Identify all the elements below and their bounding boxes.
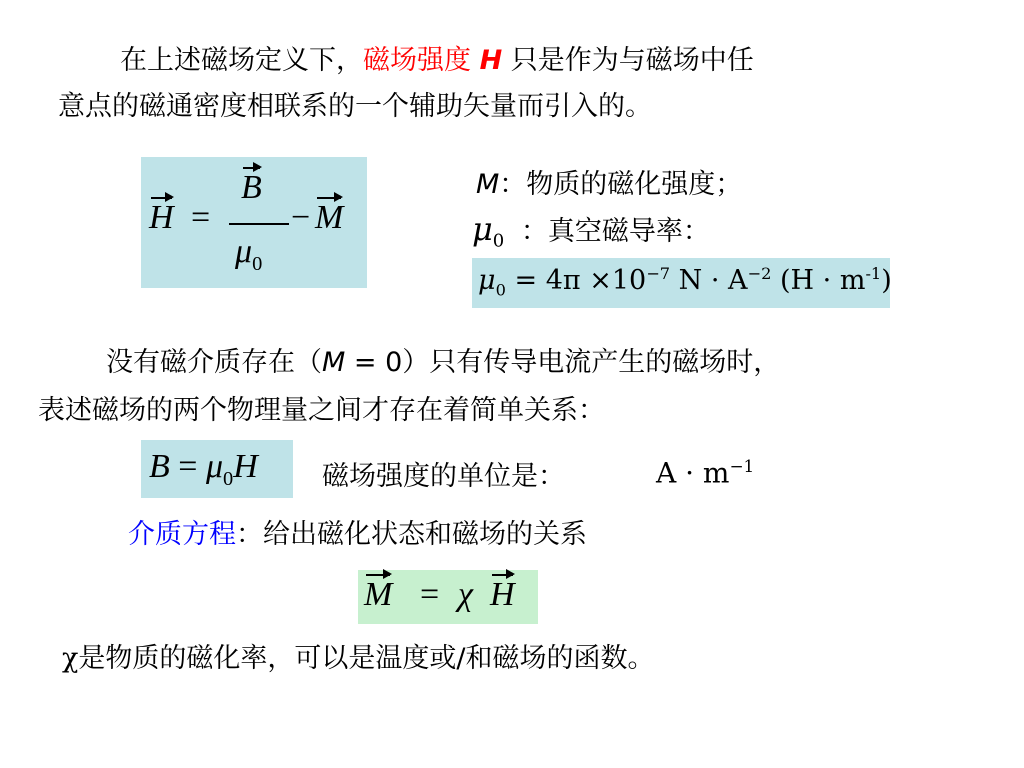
- eq-h-numerator: B: [241, 169, 262, 206]
- para2-line1-b: = 0）只有传导电流产生的磁场时，: [345, 347, 781, 378]
- def-m: [476, 166, 742, 204]
- eq-h-rhs: M: [315, 199, 344, 236]
- mu0-value-box: [472, 258, 890, 308]
- constitutive-line: [128, 516, 587, 554]
- para2-line1-a: 没有磁介质存在（: [106, 347, 322, 378]
- eq-h-minus: −: [291, 199, 311, 236]
- para1-before: 在上述磁场定义下，: [120, 45, 363, 76]
- eq-h-denominator: $\mu_0$: [235, 233, 263, 275]
- def-mu-sub: 0: [492, 230, 505, 252]
- para1-symbol-h: H: [479, 45, 503, 76]
- para1-line2: 意点的磁通密度相联系的一个辅助矢量而引入的。: [58, 91, 652, 122]
- eq-m-equals: =: [420, 576, 440, 613]
- para3-chi: χ: [62, 643, 79, 674]
- eq-h-lhs: H: [149, 199, 174, 236]
- para1-after: 只是作为与磁场中任: [510, 45, 754, 76]
- def-mu-symbol: μ: [472, 210, 493, 248]
- para3: [62, 640, 654, 678]
- def-m-symbol: M: [476, 169, 500, 200]
- para2-m-symbol: M: [322, 347, 346, 378]
- para1-line1: [120, 42, 754, 80]
- para2-line1: [106, 344, 780, 382]
- constitutive-text: ：给出磁化状态和磁场的关系: [236, 519, 587, 550]
- equation-h-box: [141, 157, 367, 288]
- equation-b-box: [141, 440, 293, 498]
- mu0-value: $\mu_0 = 4\pi \times 10^{-7}$ $N \cdot A^{-2}$ $(H \cdot m^{-1})$: [478, 264, 892, 300]
- unit-value: $A \cdot m^{-1}$: [656, 456, 755, 490]
- eq-h-fraction-bar: [229, 223, 289, 225]
- def-mu-text: ：真空磁导率：: [520, 216, 710, 247]
- para2-line2: 表述磁场的两个物理量之间才存在着简单关系：: [38, 395, 605, 426]
- constitutive-title: 介质方程: [128, 519, 236, 550]
- eq-m-chi: χ: [458, 576, 473, 613]
- def-m-text: ：物质的磁化强度；: [499, 169, 743, 200]
- eq-m-rhs: H: [490, 576, 515, 613]
- eq-b-content: $B = \mu_0H$: [149, 448, 258, 490]
- equation-m-box: [358, 570, 538, 624]
- para3-text: 是物质的磁化率，可以是温度或/和磁场的函数。: [78, 643, 655, 674]
- unit-label: 磁场强度的单位是：: [322, 461, 565, 492]
- def-mu: [472, 210, 710, 260]
- eq-h-equals: =: [191, 199, 211, 236]
- para1-highlight: 磁场强度: [363, 45, 471, 76]
- eq-m-lhs: M: [364, 576, 393, 613]
